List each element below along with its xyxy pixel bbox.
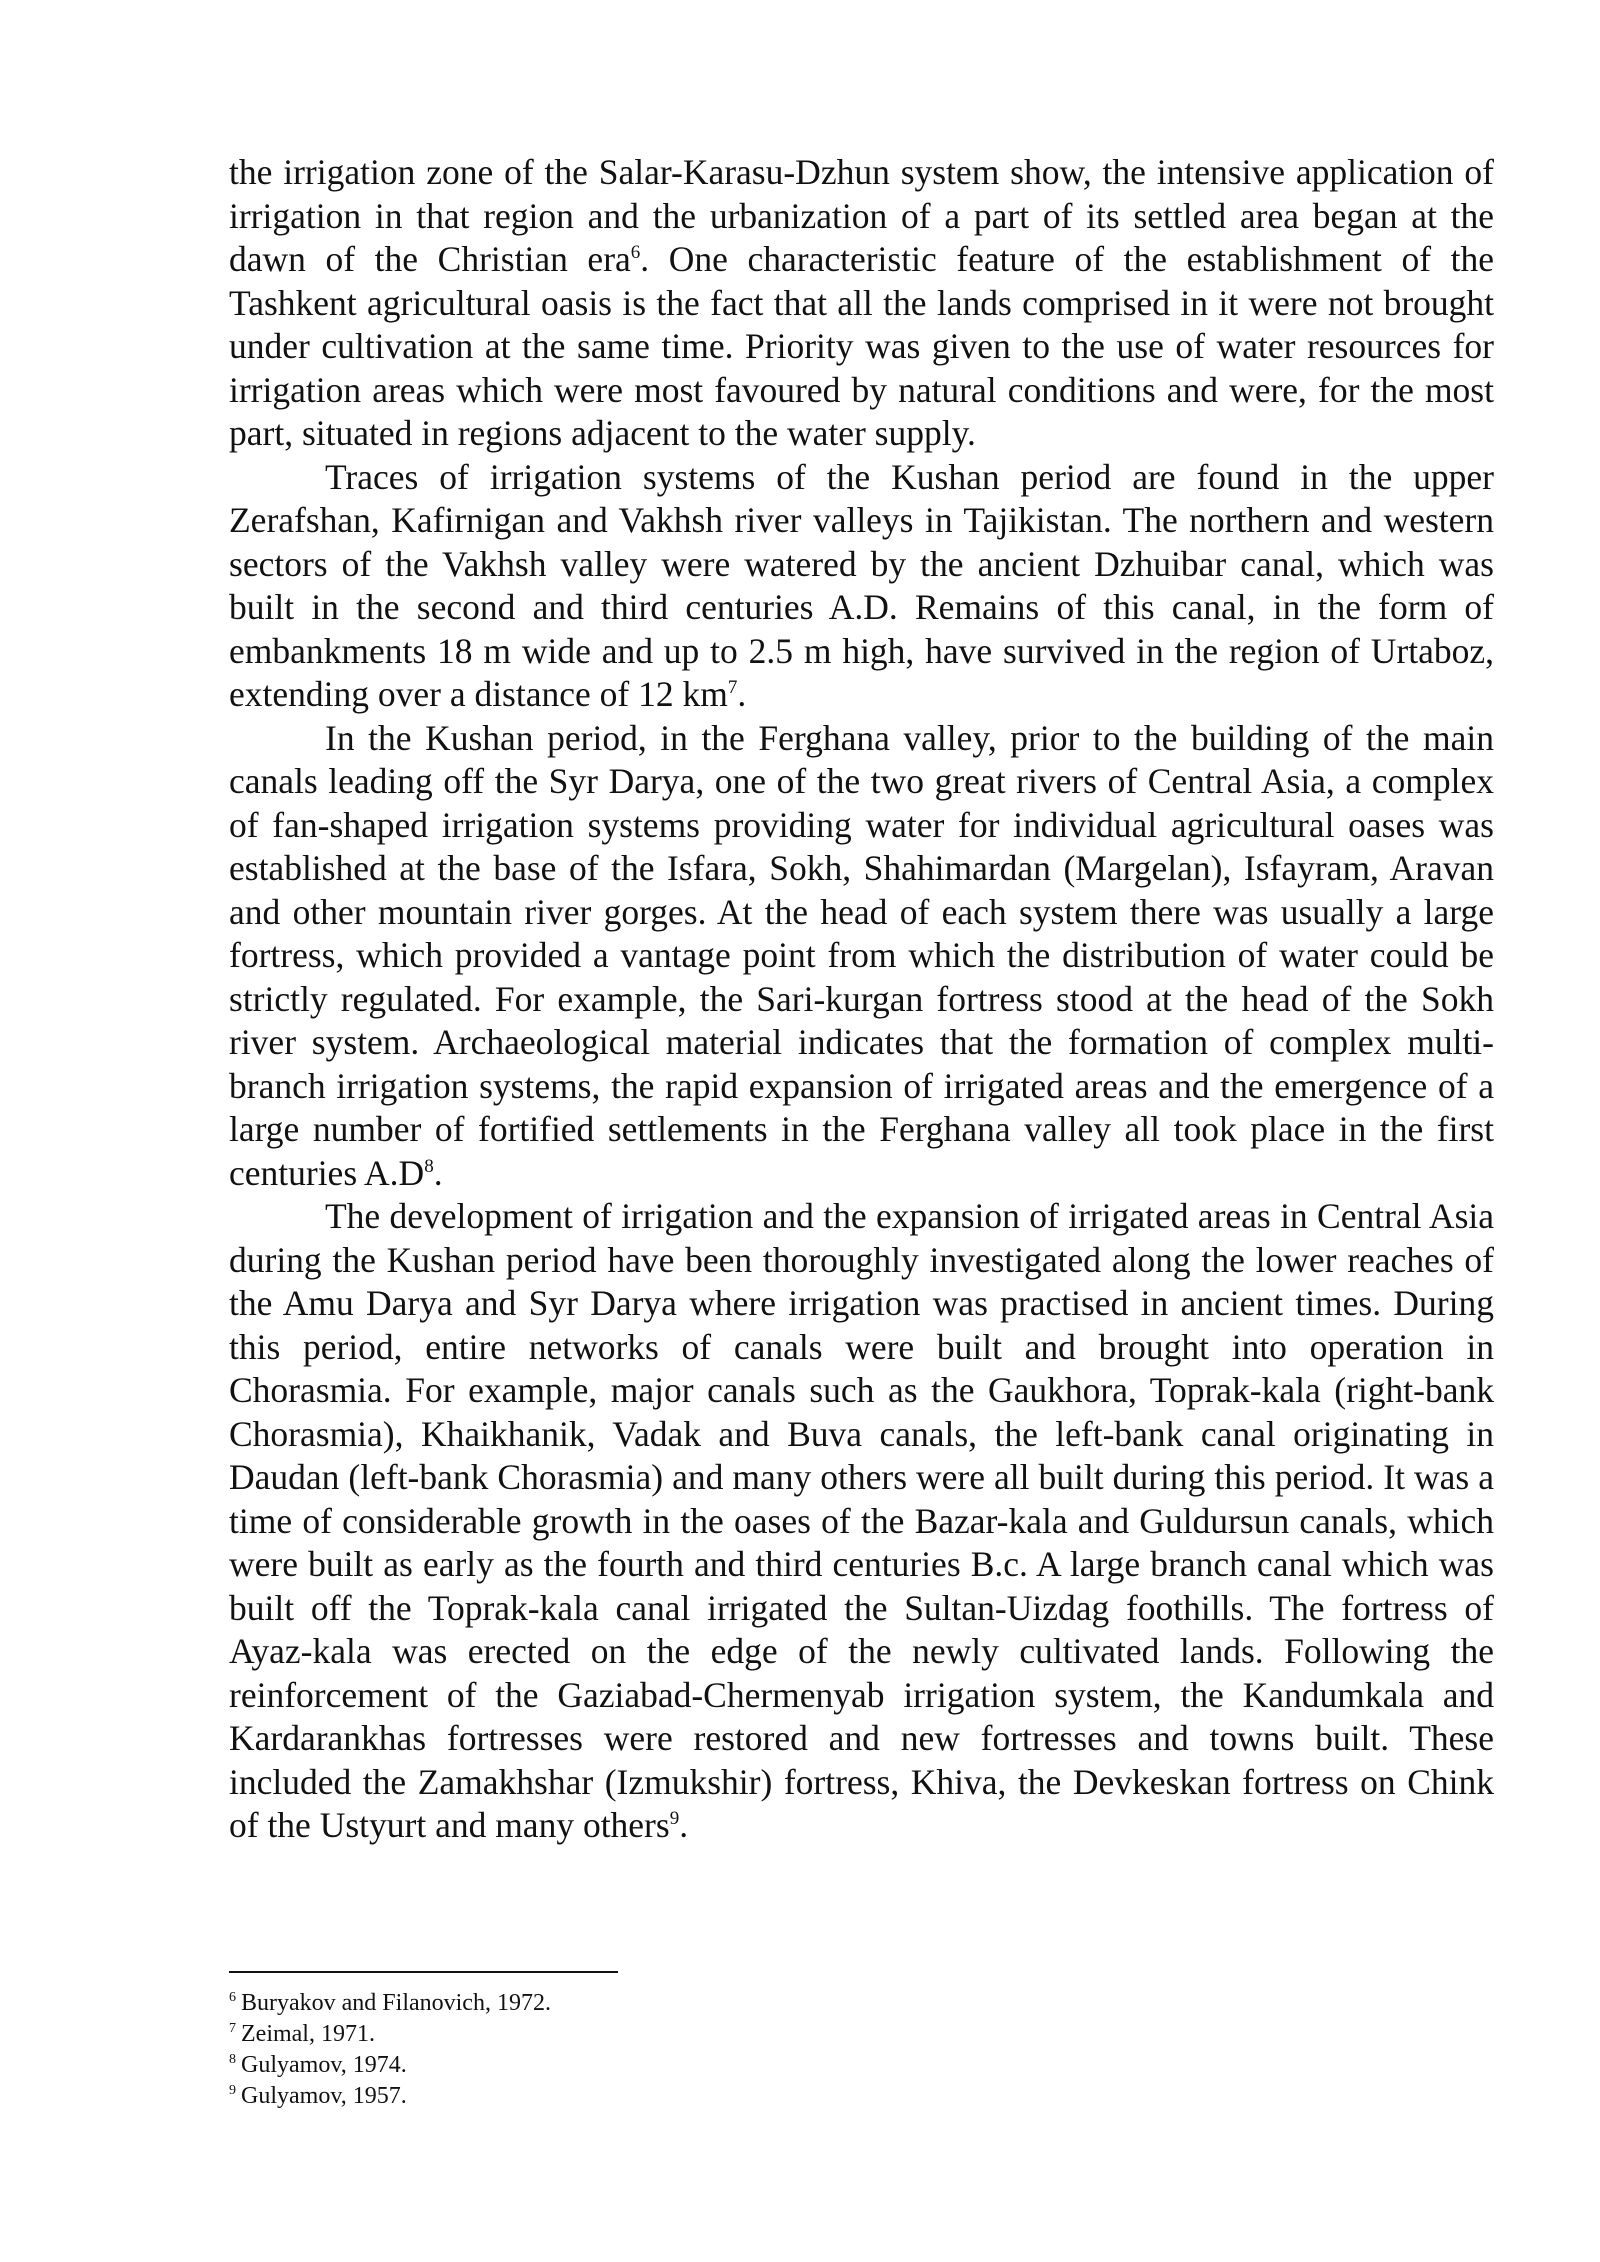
footnote-number: 7 xyxy=(229,2021,236,2036)
footnote-9 xyxy=(229,2081,1494,2112)
footnote-ref-6: 6 xyxy=(630,242,641,263)
paragraph-text: Traces of irrigation systems of the Kushan period are found in the upper Zerafshan, Kafirnigan and Vakhsh river valleys in Tajikistan. The northern and western sectors of the Vakhsh valley were watered by the ancient Dzhuibar canal, which was built in the second and third centuries A.D. Remains of this canal, in the form of embankments 18 m wide and up to 2.5 m high, have survived in the region of Urtaboz, extending over a distance of 12 km xyxy=(229,456,1494,714)
paragraph-text: In the Kushan period, in the Ferghana valley, prior to the building of the main canals leading off the Syr Darya, one of the two great rivers of Central Asia, a complex of fan-shaped irrigation systems providing water for individual agricultural oases was established at the base of the Isfara, Sokh, Shahimardan (Margelan), Isfayram, Aravan and other mountain river gorges. At the head of each system there was usually a large fortress, which provided a vantage point from which the distribution of water could be strictly regulated. For example, the Sari-kurgan fortress stood at the head of the Sokh river system. Archaeological material indicates that the formation of complex multi-branch irrigation systems, the rapid expansion of irrigated areas and the emergence of a large number of fortified settlements in the Ferghana valley all took place in the first centuries A.D xyxy=(229,717,1494,1193)
paragraph-text: . One characteristic feature of the establishment of the Tashkent agricultural oasis is the fact that all the lands comprised in it were not brought under cultivation at the same time. Priority was given to the use of water resources for irrigation areas which were most favoured by natural conditions and were, for the most part, situated in regions adjacent to the water supply. xyxy=(229,239,1494,453)
footnote-number: 8 xyxy=(229,2052,236,2067)
footnote-text: Gulyamov, 1957. xyxy=(241,2083,407,2109)
footnote-number: 6 xyxy=(229,1990,236,2005)
footnotes xyxy=(229,1988,1494,2112)
paragraph-chorasmia-canals xyxy=(229,1195,1494,1848)
footnote-ref-8: 8 xyxy=(424,1155,434,1177)
paragraph-kushan-irrigation-tajikistan xyxy=(229,456,1494,717)
paragraph-ferghana-valley xyxy=(229,717,1494,1196)
paragraph-text: . xyxy=(737,674,747,714)
footnote-text: Gulyamov, 1974. xyxy=(241,2052,407,2078)
paragraph-text: . xyxy=(679,1805,689,1845)
paragraph-text: the irrigation zone of the Salar-Karasu-Dzhun system show, the intensive application of irrigation in that region and the urbanization of a part of its settled area began at the dawn of the Christian era xyxy=(229,152,1494,279)
footnote-number: 9 xyxy=(229,2083,236,2098)
footnote-separator xyxy=(229,1971,618,1973)
footnote-text: Zeimal, 1971. xyxy=(241,2021,375,2047)
paragraph-text: The development of irrigation and the expansion of irrigated areas in Central Asia during the Kushan period have been thoroughly investigated along the lower reaches of the Amu Darya and Syr Darya where irrigation was practised in ancient times. During this period, entire networks of canals were built and brought into operation in Chorasmia. For example, major canals such as the Gaukhora, Toprak-kala (right-bank Chorasmia), Khaikhanik, Vadak and Buva canals, the left-bank canal originating in Daudan (left-bank Chorasmia) and many others were all built during this period. It was a time of considerable growth in the oases of the Bazar-kala and Guldursun canals, which were built as early as the fourth and third centuries B.c. A large branch canal which was built off the Toprak-kala canal irrigated the Sultan-Uizdag foothills. The fortress of Ayaz-kala was erected on the edge of the newly cultivated lands. Following the reinforcement of the Gaziabad-Chermenyab irrigation system, the Kandumkala and Kardarankhas fortresses were restored and new fortresses and towns built. These included the Zamakhshar (Izmukshir) fortress, Khiva, the Devkeskan fortress on Chink of the Ustyurt and many others xyxy=(229,1196,1494,1845)
document-body xyxy=(229,151,1494,1848)
paragraph-text: . xyxy=(433,1152,443,1193)
footnote-text: Buryakov and Filanovich, 1972. xyxy=(241,1990,551,2016)
footnote-6 xyxy=(229,1988,1494,2019)
paragraph-salar-karasu-dzhun xyxy=(229,151,1494,456)
footnote-8 xyxy=(229,2050,1494,2081)
footnote-7 xyxy=(229,2019,1494,2050)
footnote-ref-7: 7 xyxy=(727,677,738,698)
footnote-ref-9: 9 xyxy=(669,1808,680,1829)
